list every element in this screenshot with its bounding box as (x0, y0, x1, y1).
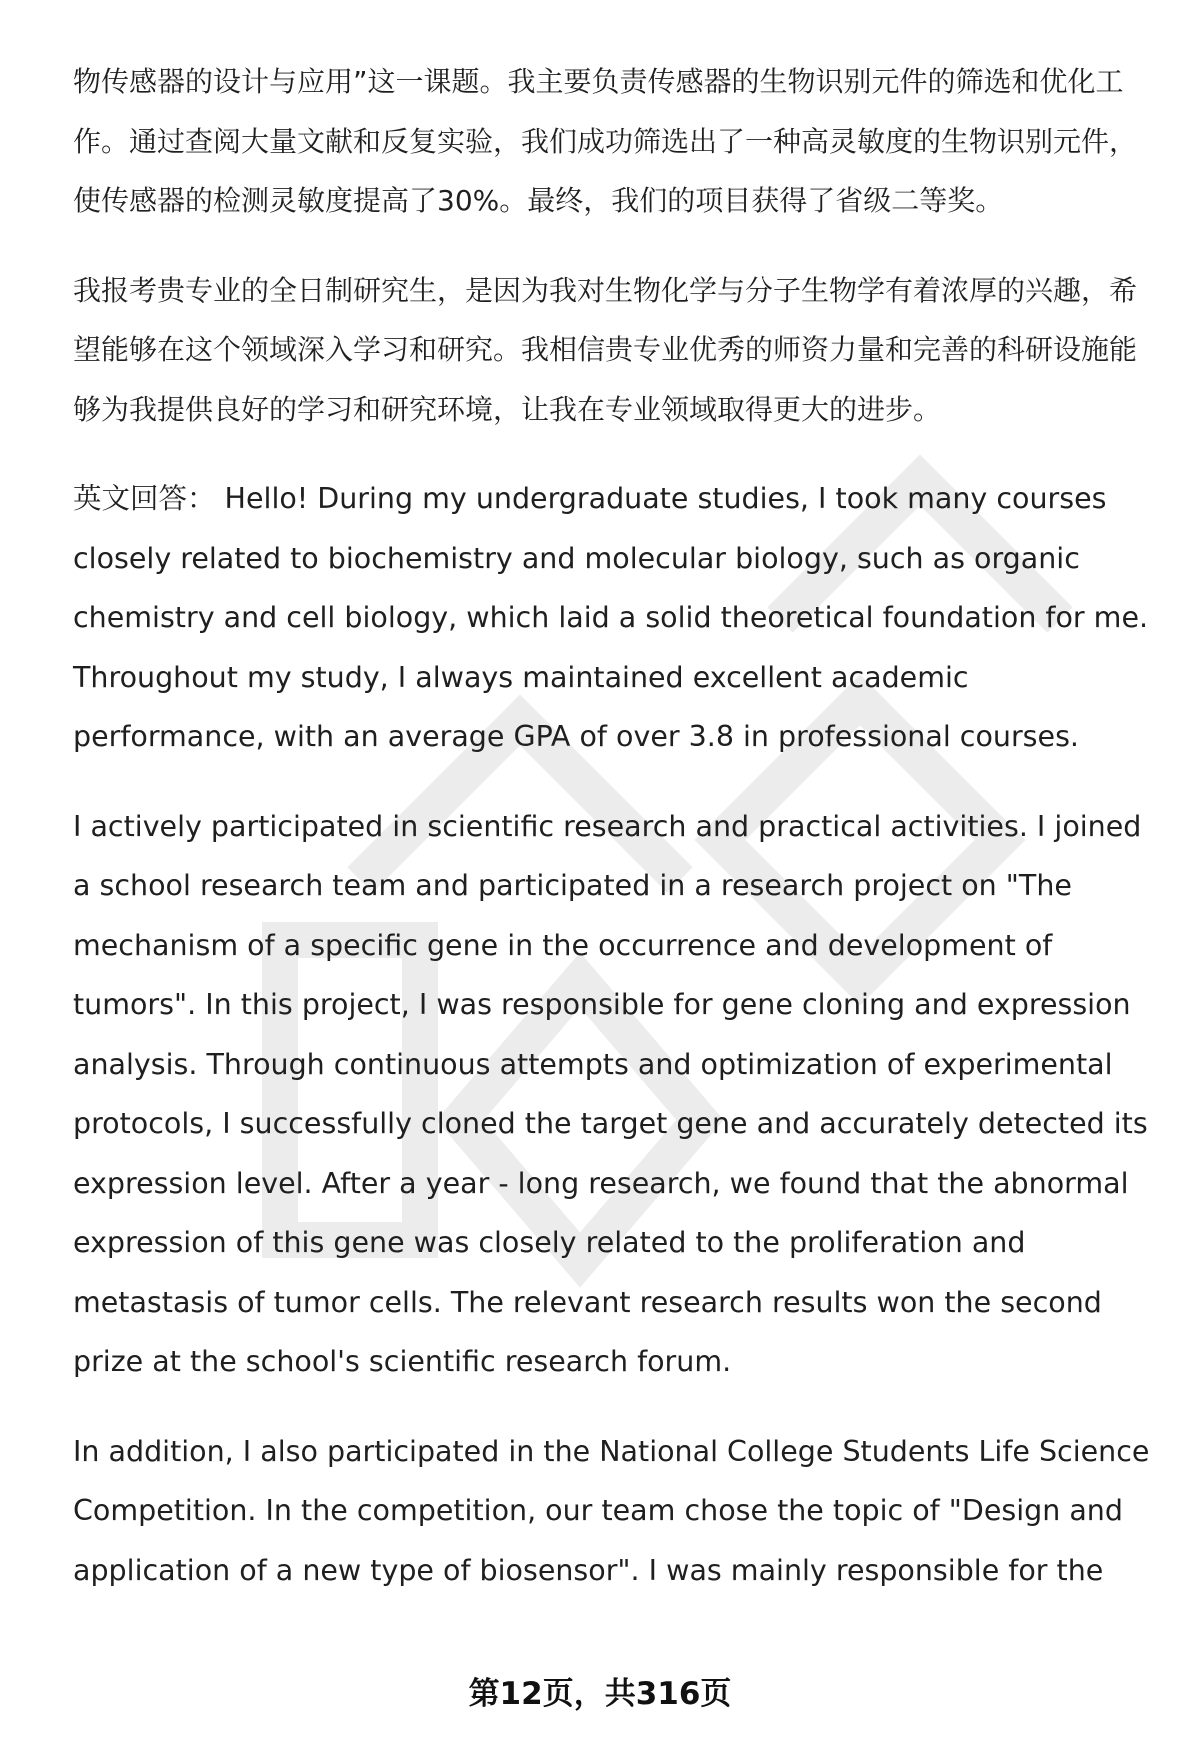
document-body (73, 52, 1153, 1630)
paragraph-chinese-2: 我报考贵专业的全日制研究生，是因为我对生物化学与分子生物学有着浓厚的兴趣，希望能够在这个领域深入学习和研究。我相信贵专业优秀的师资力量和完善的科研设施能够为我提供良好的学习和研究环境，让我在专业领域取得更大的进步。 (73, 273, 1138, 426)
paragraph-english-2: I actively participated in scientific research and practical activities. I joined a school research team and participated in a research project on "The mechanism of a specific gene in the occurrence and development of tumors". In this project, I was responsible for gene cloning and expression analysis. Through continuous attempts and optimization of experimental protocols, I successfully cloned the target gene and accurately detected its expression level. After a year - long research, we found that the abnormal expression of this gene was closely related to the proliferation and metastasis of tumor cells. The relevant research results won the second prize at the school's scientific research forum. (73, 809, 1148, 1378)
paragraph-chinese-1: 物传感器的设计与应用”这一课题。我主要负责传感器的生物识别元件的筛选和优化工作。通过查阅大量文献和反复实验，我们成功筛选出了一种高灵敏度的生物识别元件，使传感器的检测灵敏度提高了30%。最终，我们的项目获得了省级二等奖。 (73, 65, 1138, 217)
page-number-footer: 第12页，共316页 (468, 1676, 732, 1712)
paragraph-english-1: 英文回答： Hello! During my undergraduate studies, I took many courses closely related to biochemistry and molecular biology, such as organic chemistry and cell biology, which laid a solid theoretical foundation for me. Throughout my study, I always maintained excellent academic performance, with an average GPA of over 3.8 in professional courses. (73, 482, 1149, 753)
paragraph-english-3: In addition, I also participated in the National College Students Life Science Competition. In the competition, our team chose the topic of "Design and application of a new type of biosensor". I was mainly responsible for the (73, 1434, 1150, 1587)
